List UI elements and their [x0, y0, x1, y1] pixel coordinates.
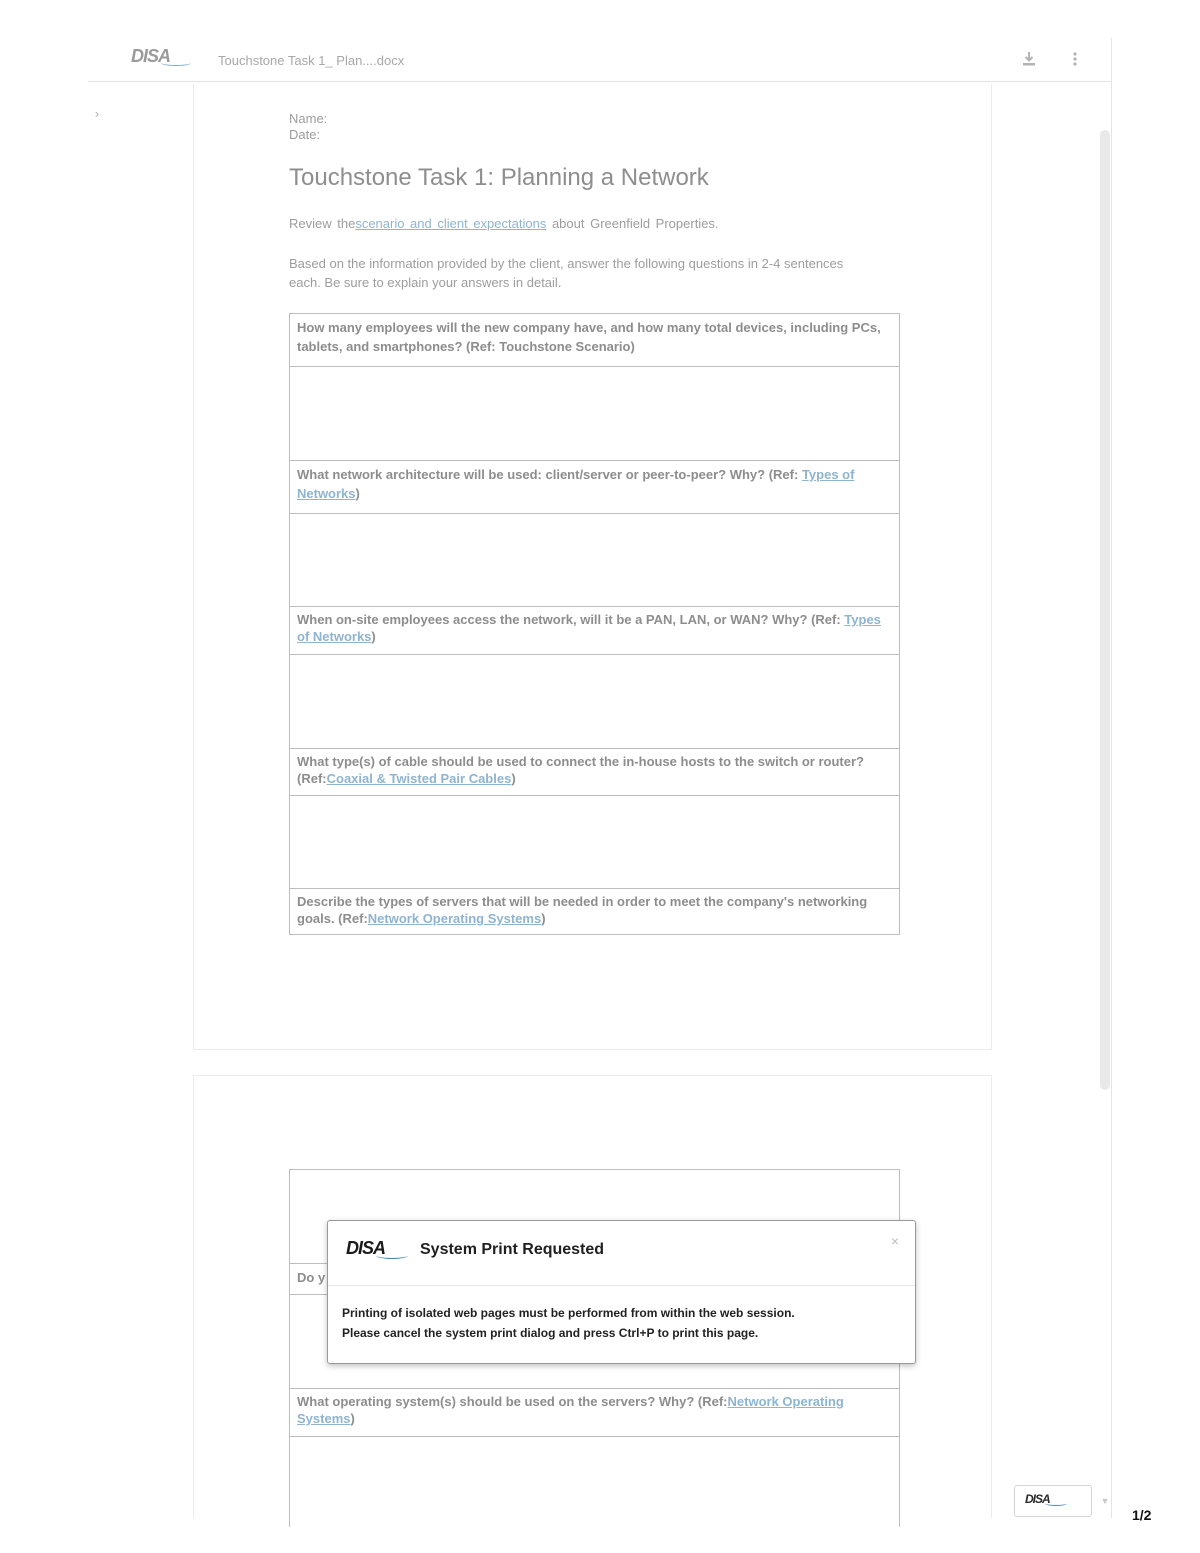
answer-cell[interactable]: [290, 514, 899, 607]
question-text: When on-site employees access the network, will it be a PAN, LAN, or WAN? Why? (Ref:: [297, 612, 845, 627]
print-requested-dialog: [327, 1220, 916, 1364]
network-operating-systems-link[interactable]: Network Operating Systems: [297, 1394, 844, 1426]
logo-swoosh-icon: [376, 1252, 408, 1259]
page-counter: 1/2: [1132, 1507, 1152, 1523]
scenario-link[interactable]: scenario and client expectations: [355, 216, 547, 231]
document-title: Touchstone Task 1_ Plan....docx: [218, 53, 405, 68]
disa-logo: [1025, 1492, 1050, 1506]
close-icon[interactable]: ×: [890, 1233, 900, 1249]
download-icon[interactable]: [1020, 50, 1038, 68]
scroll-down-arrow-icon[interactable]: ▼: [1100, 1496, 1110, 1506]
review-suffix: about Greenfield Properties.: [546, 216, 719, 231]
question-cell: [290, 314, 899, 367]
session-logo-badge[interactable]: [1014, 1485, 1092, 1517]
instructions-paragraph: Based on the information provided by the client, answer the following questions in 2-4 sentences each. Be sure to explain your answers in detail.: [289, 256, 844, 290]
question-cell: [290, 461, 899, 514]
question-text: How many employees will the new company have, and how many total devices, including PCs, tablets, and smartphones? (Ref: Touchstone Scenario): [297, 320, 881, 354]
question-cell: [290, 889, 899, 935]
question-cell: [290, 749, 899, 796]
page-title: Touchstone Task 1: Planning a Network: [289, 164, 709, 191]
logo-swoosh-icon: [1045, 1501, 1067, 1506]
disa-logo: [346, 1238, 385, 1259]
question-suffix: ): [355, 486, 360, 501]
question-text: What network architecture will be used: client/server or peer-to-peer? Why? (Ref:: [297, 467, 802, 482]
more-vertical-icon[interactable]: [1068, 50, 1082, 68]
question-text: Describe the types of servers that will be needed in order to meet the company's networking goals. (Ref:: [297, 894, 868, 926]
scrollbar-thumb[interactable]: [1100, 130, 1110, 1090]
question-cell: [290, 1389, 899, 1437]
cables-link[interactable]: Coaxial & Twisted Pair Cables: [326, 771, 512, 786]
question-suffix: ): [350, 1411, 355, 1426]
dialog-message-line: Printing of isolated web pages must be performed from within the web session.: [342, 1306, 795, 1320]
review-paragraph: [289, 216, 719, 231]
logo-text: DISA: [1025, 1492, 1050, 1506]
document-page-1: [193, 84, 992, 1050]
dialog-message: [342, 1303, 902, 1343]
answer-cell[interactable]: [290, 1437, 899, 1527]
network-operating-systems-link[interactable]: Network Operating Systems: [367, 911, 542, 926]
dialog-divider: [328, 1285, 915, 1286]
answer-cell[interactable]: [290, 796, 899, 889]
sidebar-toggle-chevron-right-icon[interactable]: ›: [94, 106, 100, 121]
answer-cell[interactable]: [290, 655, 899, 749]
questions-table: [289, 313, 900, 935]
question-suffix: ): [371, 629, 376, 644]
types-of-networks-link[interactable]: Types of Networks: [297, 612, 881, 644]
name-label: Name:: [289, 111, 328, 126]
question-text: Do y: [297, 1270, 326, 1285]
review-prefix: Review the: [289, 216, 356, 231]
dialog-message-line: Please cancel the system print dialog and press Ctrl+P to print this page.: [342, 1326, 759, 1340]
answer-cell[interactable]: [290, 367, 899, 461]
question-suffix: ): [541, 911, 546, 926]
question-suffix: ): [511, 771, 516, 786]
question-cell: [290, 607, 899, 655]
dialog-title: System Print Requested: [420, 1241, 605, 1258]
question-text: What type(s) of cable should be used to connect the in-house hosts to the switch or router? (Ref:: [297, 754, 864, 786]
question-text: What operating system(s) should be used on the servers? Why? (Ref:: [297, 1394, 728, 1409]
logo-swoosh-icon: [161, 60, 191, 66]
types-of-networks-link[interactable]: Types of Networks: [297, 467, 855, 501]
logo-text: DISA: [346, 1238, 386, 1258]
logo-text: DISA: [131, 46, 171, 66]
disa-logo: [131, 46, 170, 67]
viewer-toolbar: [88, 38, 1112, 82]
date-label: Date:: [289, 127, 321, 142]
